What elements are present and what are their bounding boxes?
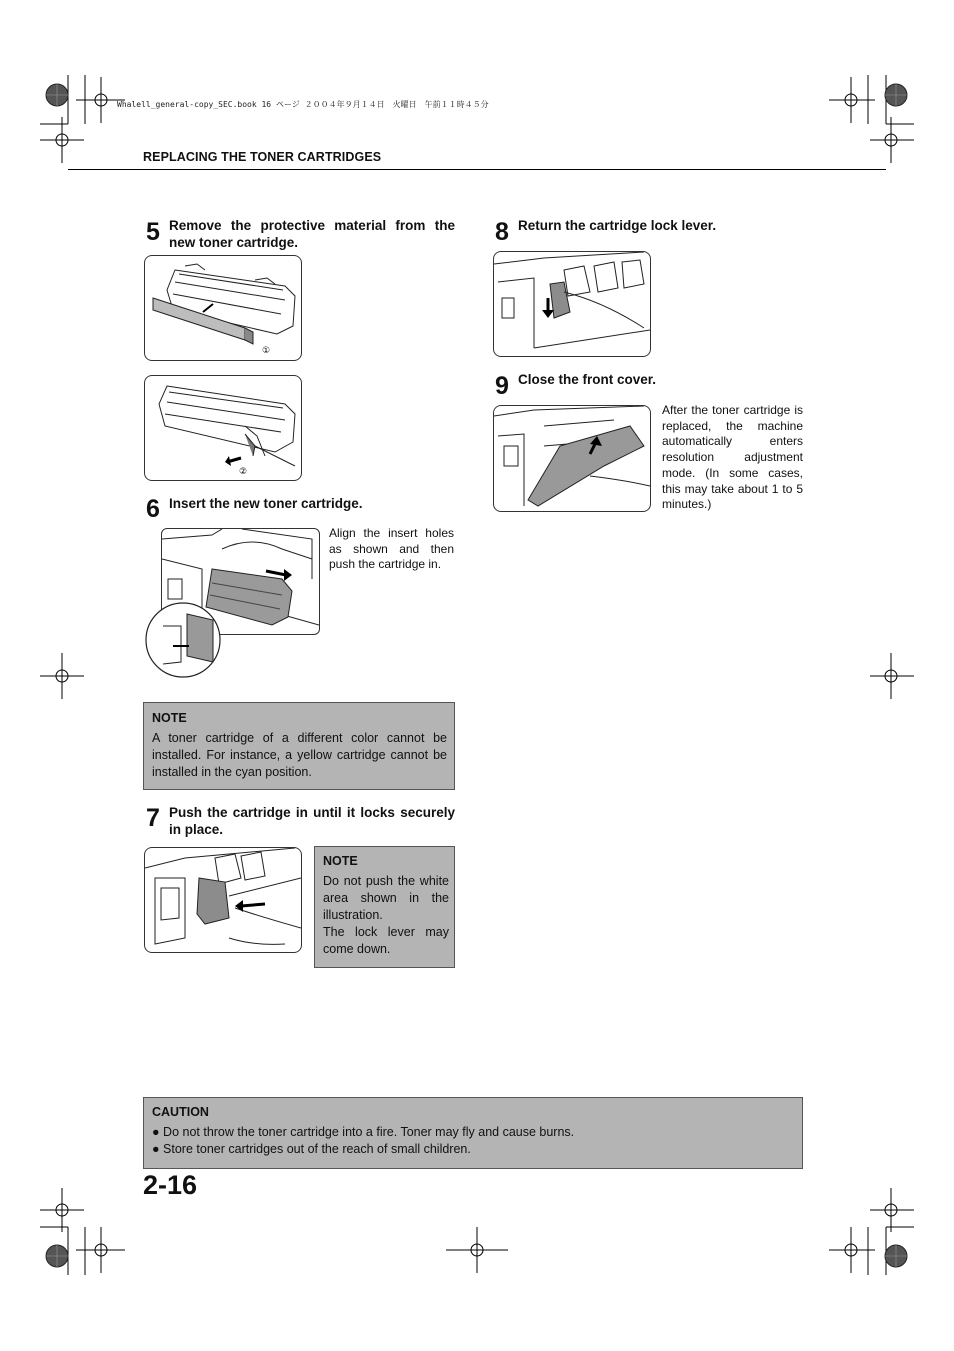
step-5-number: 5 (146, 218, 160, 246)
step-5-illustration-a (144, 255, 302, 361)
step-6-detail-magnifier (143, 602, 225, 682)
step-9-description: After the toner cartridge is replaced, the machine automatically enters resolution adjustment mode. (In some cases, this may take about 1 to 5 minutes.) (662, 403, 803, 512)
note-text-2: The lock lever may come down. (323, 925, 449, 956)
step-7-text: Push the cartridge in until it locks securely in place. (169, 805, 455, 837)
note-title: NOTE (323, 854, 358, 868)
caution-item: ● Do not throw the toner cartridge into a fire. Toner may fly and cause burns. (152, 1125, 575, 1139)
note-text: A toner cartridge of a different color cannot be installed. For instance, a yellow cartridge cannot be installed in the cyan position. (152, 731, 447, 779)
bullet-icon: ● (152, 1142, 160, 1156)
caution-box (143, 1097, 803, 1169)
header-rule (68, 169, 886, 170)
caution-item: ● Store toner cartridges out of the reach of small children. (152, 1142, 471, 1156)
step-8-number: 8 (495, 218, 509, 246)
file-header: Whalell_general-copy_SEC.book 16 ページ ２００４年９月１４日 火曜日 午前１１時４５分 (117, 100, 489, 109)
bullet-icon: ● (152, 1125, 160, 1139)
step-7-number: 7 (146, 804, 160, 832)
step-9-illustration (493, 405, 651, 512)
step-8-illustration (493, 251, 651, 357)
caution-title: CAUTION (152, 1105, 209, 1119)
note-box-white-area (314, 846, 455, 968)
step-7-illustration (144, 847, 302, 953)
step-5-illustration-b (144, 375, 302, 481)
step-5-label-2: ② (239, 467, 248, 477)
note-text-1: Do not push the white area shown in the illustration. (323, 874, 449, 922)
step-8-text: Return the cartridge lock lever. (518, 218, 717, 233)
step-5-label-1: ① (262, 346, 271, 356)
section-title: REPLACING THE TONER CARTRIDGES (143, 150, 382, 164)
note-title: NOTE (152, 711, 187, 725)
step-5-text: Remove the protective material from the new toner cartridge. (169, 218, 455, 250)
page-number: 2-16 (143, 1170, 198, 1200)
step-6-number: 6 (146, 495, 160, 523)
step-9-text: Close the front cover. (518, 372, 657, 387)
step-6-text: Insert the new toner cartridge. (169, 496, 363, 511)
step-9-number: 9 (495, 372, 509, 400)
step-6-description: Align the insert holes as shown and then push the cartridge in. (329, 526, 454, 572)
note-box-color (143, 702, 455, 790)
